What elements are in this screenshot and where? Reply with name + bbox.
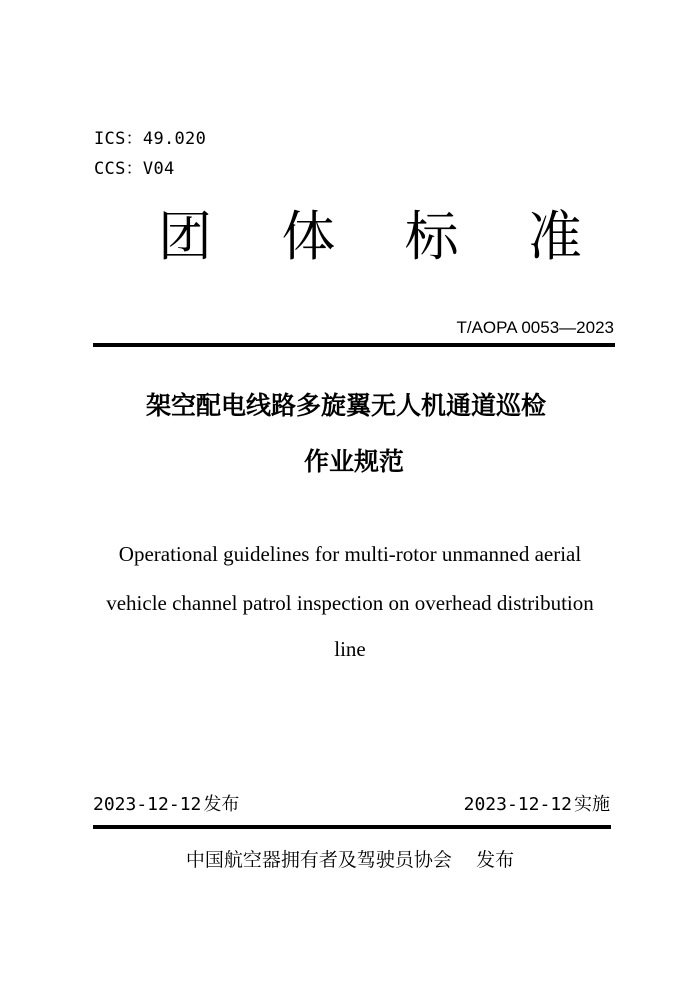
- issue-label: 发布: [203, 794, 240, 815]
- document-type-title: [150, 202, 590, 272]
- chinese-title-line-2: 作业规范: [303, 447, 404, 476]
- chinese-title-line-1: 架空配电线路多旋翼无人机通道巡检: [145, 391, 546, 420]
- english-title-line-3: line: [334, 637, 366, 661]
- title-char: 体: [281, 205, 336, 268]
- issue-date: [93, 794, 239, 816]
- bottom-divider: [93, 825, 611, 829]
- title-char: 准: [527, 205, 582, 268]
- standard-number: T/AOPA 0053—2023: [456, 318, 614, 337]
- english-title-line-2: vehicle channel patrol inspection on overhead distribution: [106, 591, 594, 615]
- publisher-line: [0, 848, 700, 872]
- publisher-action: 发布: [476, 849, 515, 871]
- title-char: 标: [404, 205, 459, 268]
- implementation-label: 实施: [574, 794, 610, 815]
- top-divider: [93, 343, 615, 347]
- ccs-code: CCS：V04: [94, 159, 175, 179]
- implementation-date: [464, 794, 610, 816]
- publisher-organization: 中国航空器拥有者及驾驶员协会: [185, 849, 452, 871]
- issue-date-value: 2023-12-12: [93, 794, 202, 815]
- title-char: 团: [158, 205, 212, 268]
- ics-code: ICS：49.020: [94, 129, 207, 149]
- english-title-line-1: Operational guidelines for multi-rotor unmanned aerial: [118, 542, 582, 566]
- implementation-date-value: 2023-12-12: [463, 794, 572, 815]
